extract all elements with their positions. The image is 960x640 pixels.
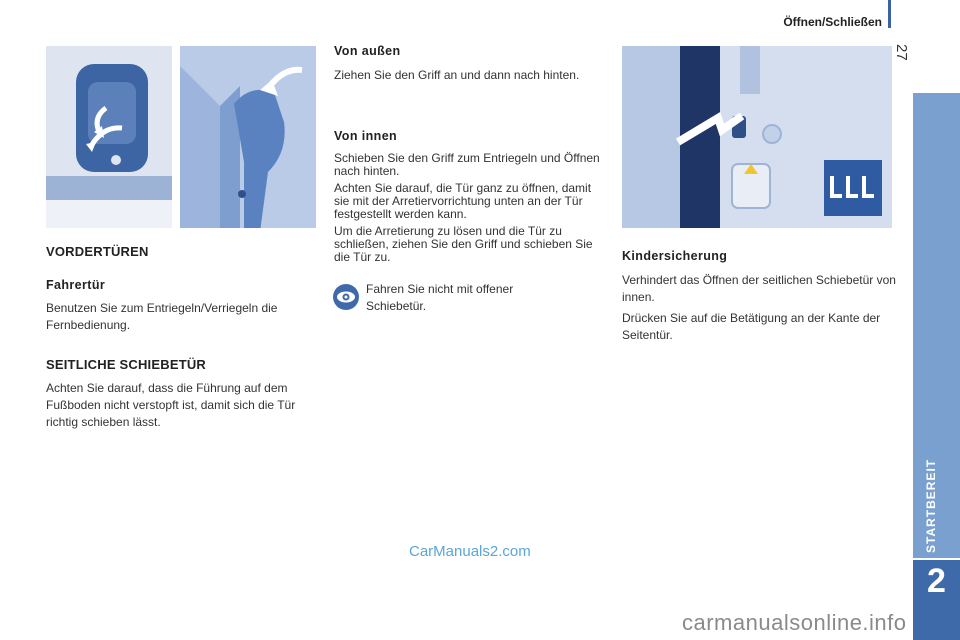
driver-door-text: Benutzen Sie zum Entriegeln/Verriegeln die Fernbedienung. <box>46 301 278 332</box>
door-handle-illustration <box>46 46 172 228</box>
page-header-title: Öffnen/Schließen <box>783 15 882 29</box>
from-inside-text-2: Achten Sie darauf, die Tür ganz zu öffnen, damit sie mit der Arretiervorrichtung unten an der Tür festgestellt werden kann. <box>334 181 592 221</box>
child-lock-text-2: Drücken Sie auf die Betätigung an der Kante der Seitentür. <box>622 311 881 342</box>
eye-icon <box>333 284 359 310</box>
subheading-child-lock: Kindersicherung <box>622 249 728 263</box>
from-inside-text-3: Um die Arretierung zu lösen und die Tür zu schließen, ziehen Sie den Griff und schieben Sie die Tür zu. <box>334 224 593 264</box>
subheading-driver-door: Fahrertür <box>46 278 106 292</box>
sidebar-divider <box>913 558 960 560</box>
section-heading-front-doors: VORDERTÜREN <box>46 244 149 259</box>
interior-handle-illustration <box>180 46 316 228</box>
subheading-from-inside: Von innen <box>334 129 398 143</box>
from-outside-text: Ziehen Sie den Griff an und dann nach hinten. <box>334 68 580 82</box>
child-lock-illustration <box>622 46 892 228</box>
from-inside-block <box>334 152 609 264</box>
note-text: Fahren Sie nicht mit offener Schiebetür. <box>366 282 514 313</box>
page-number: 27 <box>893 44 910 61</box>
watermark-footer: carmanualsonline.info <box>682 610 907 635</box>
section-heading-sliding-door: SEITLICHE SCHIEBETÜR <box>46 357 207 372</box>
sliding-door-text: Achten Sie darauf, dass die Führung auf dem Fußboden nicht verstopft ist, damit sich die Tür richtig schieben lässt. <box>46 381 296 429</box>
subheading-from-outside: Von außen <box>334 44 401 58</box>
watermark-center: CarManuals2.com <box>409 543 531 560</box>
from-inside-text-1: Schieben Sie den Griff zum Entriegeln und Öffnen nach hinten. <box>334 151 600 178</box>
header-rule <box>888 0 891 28</box>
chapter-label: STARTBEREIT <box>924 458 938 553</box>
child-lock-text-1: Verhindert das Öffnen der seitlichen Schiebetür von innen. <box>622 273 896 304</box>
chapter-number: 2 <box>927 562 946 600</box>
